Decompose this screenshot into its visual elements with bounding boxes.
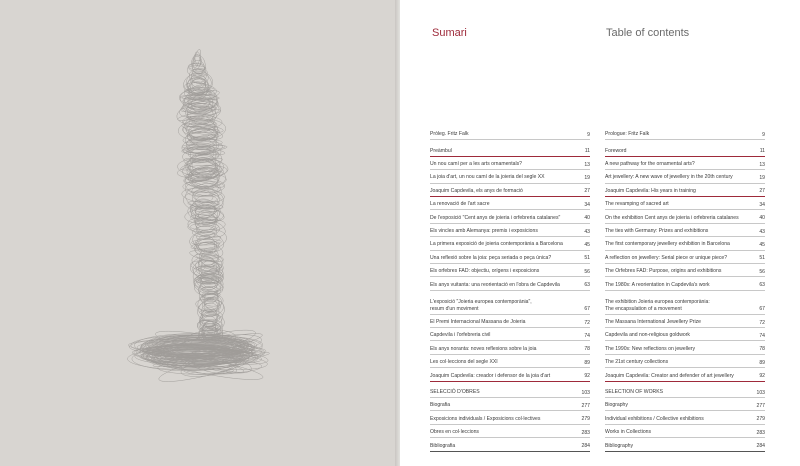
toc-entry-page: 9 [762,131,765,138]
toc-entry-page: 74 [759,332,765,339]
toc-entry-page: 72 [759,319,765,326]
toc-entry [430,425,590,438]
toc-entry-title: A reflection on jewellery: Serial piece or unique piece? [605,254,728,261]
toc-entry-title: Joaquim Capdevila: creador i defensor de la joia d'art [430,372,551,379]
toc-entry [605,127,765,140]
toc-entry [430,315,590,328]
toc-entry [605,170,765,183]
toc-entry-page: 279 [756,416,765,423]
toc-entry-title: Obres en col·leccions [430,429,479,436]
toc-entry-page: 279 [581,416,590,423]
toc-entry [605,157,765,170]
toc-entry-title: The 1990s: New reflections on jewellery [605,345,696,352]
toc-entry-title: On the exhibition Cent anys de joieria i orfebreria catalanes [605,214,739,221]
toc-catalan [430,127,590,452]
toc-entry-title: Una reflexió sobre la joia: peça seriada o peça única? [430,254,552,261]
toc-entry-title: Exposicions individuals / Exposicions col·lectives [430,415,541,422]
toc-entry-page: 283 [756,429,765,436]
toc-entry-page: 284 [756,443,765,450]
toc-entry [430,438,590,451]
toc-entry-page: 56 [759,268,765,275]
toc-entry-title: The 21st century collections [605,359,669,366]
toc-entry [430,251,590,264]
toc-entry [430,264,590,277]
toc-entry [605,425,765,438]
pencil-sketch-vase-icon [0,0,395,466]
toc-entry-page: 43 [584,228,590,235]
toc-entry-page: 103 [756,389,765,396]
toc-entry-title: Joaquim Capdevila: His years in training [605,187,696,194]
toc-entry [605,411,765,424]
toc-entry [605,315,765,328]
toc-entry-page: 43 [759,228,765,235]
toc-entry [605,197,765,210]
toc-entry-page: 11 [584,148,590,155]
toc-entry-title: The 1980s: A reorientation in Capdevila's work [605,281,710,288]
toc-entry-title: Els vincles amb Alemanya: premis i exposicions [430,228,538,235]
toc-entry [430,355,590,368]
toc-entry [430,143,590,156]
toc-entry-title: A new pathway for the ornamental arts? [605,161,695,168]
toc-entry [430,197,590,210]
toc-entry-title: SELECCIÓ D'OBRES [430,388,480,395]
toc-entry [430,411,590,424]
toc-entry-page: 92 [584,373,590,380]
toc-entry-title: The revamping of sacred art [605,201,669,208]
toc-entry-title: La renovació de l'art sacre [430,201,490,208]
toc-entry [605,438,765,451]
toc-entry-page: 27 [759,188,765,195]
toc-entry-title: Les col·leccions del segle XXI [430,359,498,366]
toc-entry-title: Foreword [605,147,627,154]
toc-english [605,127,765,452]
toc-entry [605,251,765,264]
toc-entry [605,143,765,156]
toc-entry-page: 284 [581,443,590,450]
toc-entry-page: 11 [759,148,765,155]
toc-entry [605,210,765,223]
toc-entry-title: Capdevila i l'orfebreria civil [430,332,491,339]
toc-entry-title: Joaquim Capdevila: Creator and defender of art jewellery [605,372,734,379]
right-page-contents [400,0,800,466]
toc-entry-page: 19 [584,175,590,182]
toc-entry [430,385,590,398]
toc-entry-title: El Premi Internacional Massana de Joieria [430,318,526,325]
toc-entry [430,170,590,183]
toc-entry-title: Pròleg. Fritz Falk [430,131,469,138]
toc-entry-page: 13 [584,161,590,168]
toc-entry [430,277,590,290]
toc-entry-page: 277 [756,402,765,409]
toc-entry-page: 74 [584,332,590,339]
toc-entry-page: 277 [581,402,590,409]
toc-entry-title: SELECTION OF WORKS [605,388,664,395]
toc-entry [430,157,590,170]
toc-entry-page: 9 [587,131,590,138]
toc-entry-page: 89 [759,359,765,366]
toc-entry-title: Prologue: Fritz Falk [605,131,650,138]
toc-entry [605,264,765,277]
toc-entry [605,368,765,381]
toc-entry-title: Els anys vuitanta: una reorientació en l'obra de Capdevila [430,281,560,288]
toc-entry-title: Works in Collections [605,429,652,436]
toc-entry-title: De l'exposició "Cent anys de joieria i orfebreria catalanes" [430,214,561,221]
toc-entry [605,341,765,354]
toc-entry [430,341,590,354]
toc-entry [430,368,590,381]
toc-entry-page: 45 [584,242,590,249]
toc-entry [605,328,765,341]
toc-entry-page: 67 [759,306,765,313]
toc-entry-page: 19 [759,175,765,182]
toc-entry-page: 40 [584,215,590,222]
toc-entry-page: 34 [759,201,765,208]
toc-entry-title: Bibliography [605,442,634,449]
toc-entry-page: 89 [584,359,590,366]
toc-entry-page: 103 [581,389,590,396]
left-page-illustration [0,0,395,466]
toc-entry [430,127,590,140]
toc-entry-title: The ties with Germany: Prizes and exhibitions [605,228,709,235]
toc-entry-title: Bibliografia [430,442,456,449]
toc-entry-page: 51 [584,255,590,262]
toc-entry [605,398,765,411]
toc-entry-title: Individual exhibitions / Collective exhibitions [605,415,704,422]
toc-entry-title: The exhibition Joieria europea contemporània: The encapsulation of a movement [605,299,710,312]
toc-entry-page: 51 [759,255,765,262]
toc-entry-page: 78 [759,346,765,353]
toc-entry [430,184,590,197]
toc-entry-title: Els orfebres FAD: objectiu, orígens i exposicions [430,268,540,275]
toc-entry [605,224,765,237]
contents-heading-catalan: Sumari [432,27,467,39]
toc-entry-title: Un nou camí per a les arts ornamentals? [430,161,523,168]
toc-entry-title: Art jewellery: A new wave of jewellery in the 20th century [605,174,733,181]
toc-entry-page: 63 [759,282,765,289]
toc-entry-page: 78 [584,346,590,353]
toc-entry-title: La joia d'art, un nou camí de la joieria del segle XX [430,174,545,181]
toc-entry-page: 67 [584,306,590,313]
toc-entry-title: Biografia [430,402,451,409]
toc-entry-title: The Orfebres FAD: Purpose, origins and exhibitions [605,268,722,275]
toc-entry-page: 13 [759,161,765,168]
toc-entry [605,237,765,250]
toc-entry [430,398,590,411]
toc-entry-title: Preàmbul [430,147,452,154]
toc-entry-page: 283 [581,429,590,436]
toc-entry-page: 45 [759,242,765,249]
toc-entry-title: L'exposició "Joieria europea contemporània", resum d'un moviment [430,299,532,312]
toc-entry-title: La primera exposició de joieria contemporània a Barcelona [430,241,563,248]
toc-entry [605,291,765,315]
toc-entry [430,237,590,250]
toc-entry-title: The Massana International Jewellery Prize [605,318,701,325]
toc-entry-page: 63 [584,282,590,289]
toc-entry-page: 40 [759,215,765,222]
toc-entry-page: 34 [584,201,590,208]
toc-entry [605,184,765,197]
toc-entry [605,385,765,398]
toc-entry-title: Els anys noranta: noves reflexions sobre la joia [430,345,537,352]
toc-entry-title: Biography [605,402,628,409]
toc-entry-page: 72 [584,319,590,326]
toc-entry-page: 92 [759,373,765,380]
toc-entry-page: 27 [584,188,590,195]
toc-entry [430,210,590,223]
toc-entry [430,328,590,341]
toc-entry [430,291,590,315]
toc-entry-title: Joaquim Capdevila, els anys de formació [430,187,523,194]
toc-entry [605,355,765,368]
toc-entry-title: Capdevila and non-religious goldwork [605,332,690,339]
toc-entry-title: The first contemporary jewellery exhibition in Barcelona [605,241,730,248]
toc-entry [430,224,590,237]
toc-entry-page: 56 [584,268,590,275]
contents-heading-english: Table of contents [606,27,690,39]
toc-entry [605,277,765,290]
